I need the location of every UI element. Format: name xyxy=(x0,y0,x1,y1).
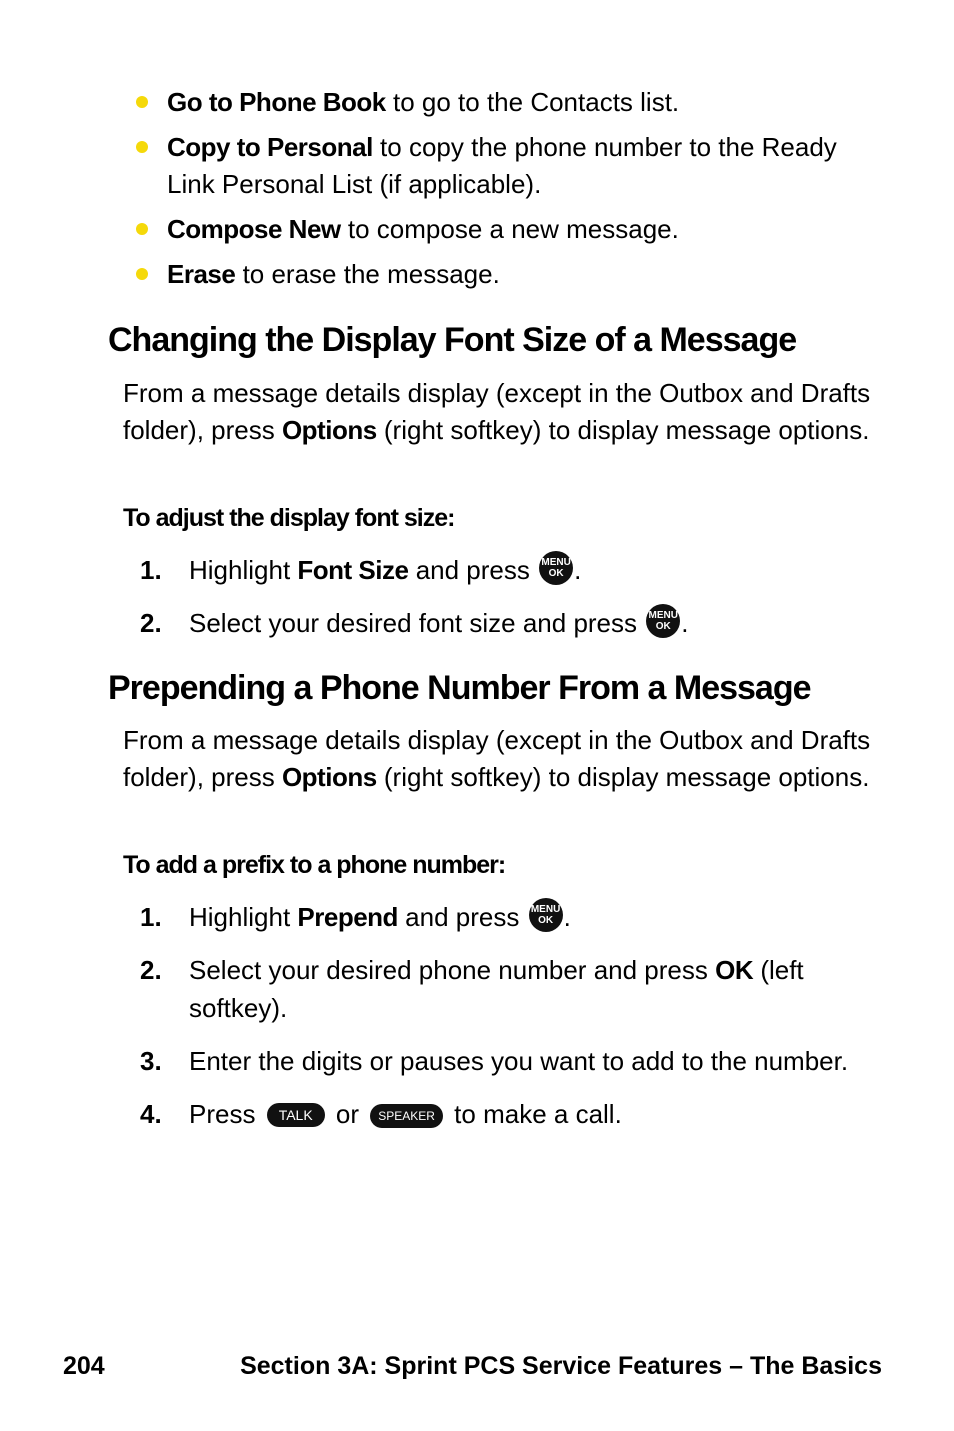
option-name: Compose New xyxy=(167,214,341,244)
section-intro-paragraph xyxy=(123,375,883,449)
key-label: OK xyxy=(655,621,671,632)
option-description: to copy the phone number to the Ready Link Personal List (if applicable). xyxy=(167,132,837,199)
bullet-icon xyxy=(136,96,148,108)
bullet-icon xyxy=(136,223,148,235)
procedure-subheading: To add a prefix to a phone number: xyxy=(123,851,506,879)
key-label: OK xyxy=(538,915,554,926)
list-item xyxy=(133,256,853,293)
step-text: . xyxy=(681,608,689,638)
speaker-key-icon: SPEAKER xyxy=(370,1104,443,1128)
step-number: 3. xyxy=(140,1046,162,1076)
step-text: Enter the digits or pauses you want to add to the number. xyxy=(189,1046,849,1076)
option-name: Copy to Personal xyxy=(167,132,373,162)
option-description: to go to the Contacts list. xyxy=(385,87,680,117)
step-text: and press xyxy=(408,555,538,585)
options-softkey-label: Options xyxy=(281,762,377,792)
step-text: or xyxy=(328,1099,367,1129)
option-name: Erase xyxy=(167,259,236,289)
options-softkey-label: Options xyxy=(281,415,377,445)
bullet-icon xyxy=(136,268,148,280)
step-number: 2. xyxy=(140,608,162,638)
procedure-steps xyxy=(140,898,860,1148)
list-item xyxy=(140,1042,860,1080)
step-text: Select your desired phone number and press xyxy=(189,955,716,985)
step-text: Highlight xyxy=(189,902,298,932)
menu-ok-key-icon xyxy=(529,898,563,932)
paragraph-text: From a message details display (except in the Outbox and Drafts folder), press xyxy=(123,725,871,792)
list-item xyxy=(140,604,860,642)
menu-ok-key-icon xyxy=(539,551,573,585)
section-intro-paragraph xyxy=(123,722,883,796)
step-text: Highlight xyxy=(189,555,298,585)
paragraph-text: From a message details display (except in the Outbox and Drafts folder), press xyxy=(123,378,871,445)
menu-ok-key-icon xyxy=(646,604,680,638)
key-label: MENU xyxy=(541,557,571,568)
step-text: . xyxy=(563,902,571,932)
key-label: OK xyxy=(548,568,564,579)
list-item xyxy=(140,951,860,1027)
section-heading-prepending: Prepending a Phone Number From a Message xyxy=(108,669,811,707)
step-text: . xyxy=(574,555,582,585)
step-number: 1. xyxy=(140,555,162,585)
step-text: Press xyxy=(189,1099,263,1129)
option-bullet-list xyxy=(133,84,853,301)
step-text: Select your desired font size and press xyxy=(189,608,645,638)
list-item xyxy=(140,1095,860,1133)
step-text: and press xyxy=(397,902,527,932)
step-key-term: Font Size xyxy=(297,555,409,585)
step-key-term: OK xyxy=(715,955,754,985)
paragraph-text: (right softkey) to display message options. xyxy=(376,415,870,445)
list-item xyxy=(133,211,853,248)
list-item xyxy=(140,898,860,936)
procedure-steps xyxy=(140,551,860,657)
paragraph-text: (right softkey) to display message options. xyxy=(376,762,870,792)
option-name: Go to Phone Book xyxy=(167,87,386,117)
step-text: (left softkey). xyxy=(189,955,804,1023)
list-item xyxy=(133,129,853,203)
step-number: 2. xyxy=(140,955,162,985)
section-heading-font-size: Changing the Display Font Size of a Message xyxy=(108,321,797,359)
list-item xyxy=(133,84,853,121)
bullet-icon xyxy=(136,141,148,153)
step-key-term: Prepend xyxy=(297,902,398,932)
procedure-subheading: To adjust the display font size: xyxy=(123,504,455,532)
step-number: 1. xyxy=(140,902,162,932)
step-text: to make a call. xyxy=(446,1099,622,1129)
option-description: to erase the message. xyxy=(235,259,500,289)
footer-section-title: Section 3A: Sprint PCS Service Features – The Basics xyxy=(240,1352,882,1380)
key-label: MENU xyxy=(530,904,561,915)
key-label: MENU xyxy=(648,610,678,621)
page-number: 204 xyxy=(63,1352,105,1380)
talk-key-icon: TALK xyxy=(267,1103,325,1127)
step-number: 4. xyxy=(140,1099,162,1129)
option-description: to compose a new message. xyxy=(340,214,679,244)
list-item xyxy=(140,551,860,589)
